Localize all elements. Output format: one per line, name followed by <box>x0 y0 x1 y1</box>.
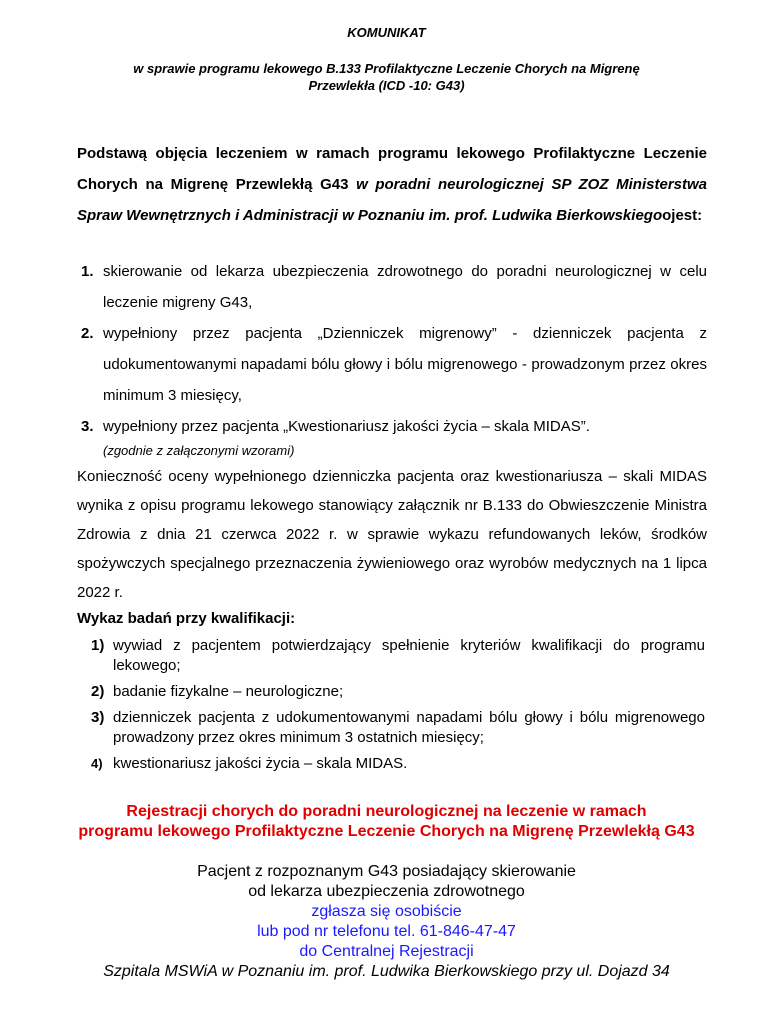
list-item-number: 2. <box>81 325 94 342</box>
contact-line-blue: zgłasza się osobiście <box>311 903 462 920</box>
contact-line: Pacjent z rozpoznanym G43 posiadający skierowanie <box>197 863 576 880</box>
list-item-number: 3) <box>91 709 105 726</box>
midas-paragraph: Konieczność oceny wypełnionego dzienniczka pacjenta oraz kwestionariusza – skali MIDAS wynika z opisu programu lekowego stanowiący załącznik nr B.133 do Obwieszczenie Ministra Zdrowia z dnia 21 czerwca 2022 r. w sprawie wykazu refundowanych leków, środków spożywczych specjalnego przeznaczenia żywieniowego oraz wyrobów medycznych na 1 lipca 2022 r. <box>77 468 707 601</box>
list-item <box>77 256 707 318</box>
hospital-address: Szpitala MSWiA w Poznaniu im. prof. Ludwika Bierkowskiego przy ul. Dojazd 34 <box>103 963 670 980</box>
contact-line: od lekarza ubezpieczenia zdrowotnego <box>248 883 525 900</box>
registration-heading <box>20 802 753 842</box>
list-item-text: wywiad z pacjentem potwierdzający spełnienie kryteriów kwalifikacji do programu lekowego; <box>113 637 705 674</box>
document-title: KOMUNIKAT <box>347 25 426 40</box>
intro-text: Podstawą objęcia leczeniem w ramach programu lekowego Profilaktyczne Leczenie Chorych na Migrenę Przewlekłą G43 <box>77 145 707 193</box>
list-item-number: 2) <box>91 683 105 700</box>
list-item-text: wypełniony przez pacjenta „Dzienniczek migrenowy” - dzienniczek pacjenta z udokumentowanymi napadami bólu głowy i bólu migrenowego - prowadzonym przez okres minimum 3 miesięcy, <box>103 325 707 404</box>
subtitle-line-2: Przewlekła (ICD -10: G43) <box>308 78 465 93</box>
document-subtitle <box>40 60 733 94</box>
subtitle-line-1: w sprawie programu lekowego B.133 Profilaktyczne Leczenie Chorych na Migrenę <box>133 61 640 76</box>
tests-list <box>91 636 705 780</box>
list-item-number: 3. <box>81 418 94 435</box>
list-item <box>77 411 707 442</box>
requirements-list <box>77 256 707 463</box>
list-item <box>91 708 705 748</box>
intro-end-text: ojest: <box>662 207 703 224</box>
tests-heading: Wykaz badań przy kwalifikacji: <box>77 610 296 627</box>
list-item <box>91 682 705 702</box>
list-item-text: dzienniczek pacjenta z udokumentowanymi napadami bólu głowy i bólu migrenowego prowadzony przez okres minimum 3 ostatnich miesięcy; <box>113 709 705 746</box>
intro-italic-text: w poradni neurologicznej SP ZOZ Ministerstwa Spraw Wewnętrznych i Administracji w Poznaniu im. prof. Ludwika Bierkowskiego <box>77 176 707 224</box>
intro-paragraph <box>77 138 707 231</box>
registration-line-2: programu lekowego Profilaktyczne Leczenie Chorych na Migrenę Przewlekłą G43 <box>78 823 695 840</box>
contact-line-blue: do Centralnej Rejestracji <box>299 943 474 960</box>
list-item-text: wypełniony przez pacjenta „Kwestionariusz jakości życia – skala MIDAS”. <box>103 418 590 435</box>
phone-number-line: lub pod nr telefonu tel. 61-846-47-47 <box>257 923 516 940</box>
requirements-note: (zgodnie z załączonymi wzorami) <box>103 443 295 458</box>
list-item-text: skierowanie od lekarza ubezpieczenia zdrowotnego do poradni neurologicznej w celu leczenie migreny G43, <box>103 263 707 311</box>
list-item-number: 1. <box>81 263 94 280</box>
list-item <box>77 318 707 411</box>
list-item-text: kwestionariusz jakości życia – skala MIDAS. <box>113 755 408 772</box>
list-item-number: 1) <box>91 637 105 654</box>
contact-block <box>0 862 773 982</box>
registration-line-1: Rejestracji chorych do poradni neurologicznej na leczenie w ramach <box>126 803 647 820</box>
list-item-text: badanie fizykalne – neurologiczne; <box>113 683 344 700</box>
list-item-number: 4) <box>91 756 103 771</box>
list-item <box>91 754 705 774</box>
list-item <box>91 636 705 676</box>
